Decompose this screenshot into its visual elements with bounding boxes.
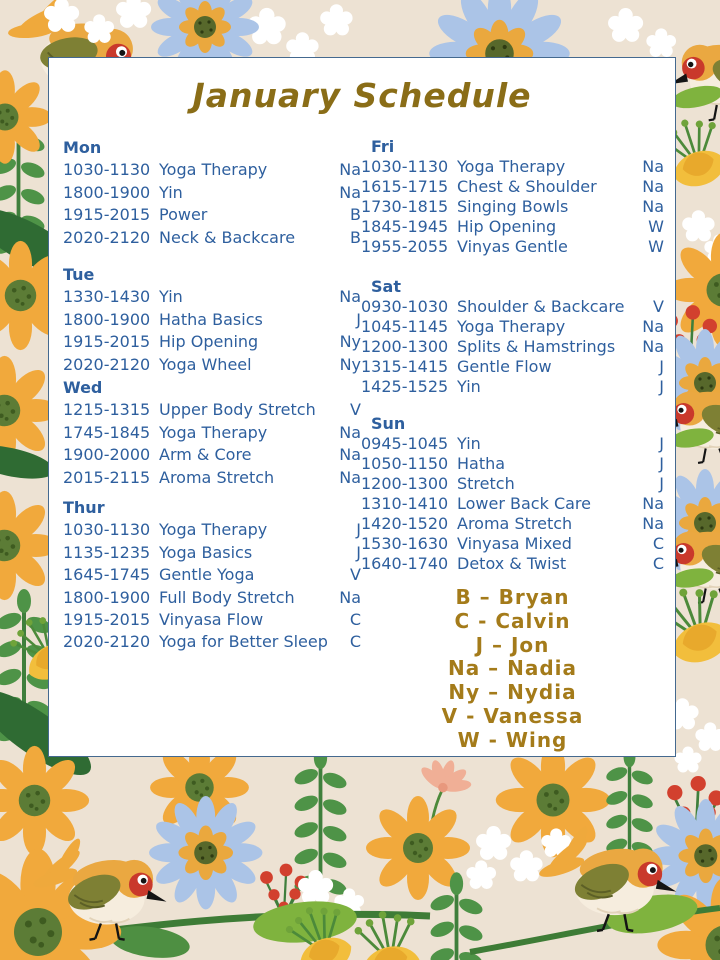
class-name: Full Body Stretch	[159, 587, 295, 607]
class-row	[361, 157, 664, 177]
class-time: 1050-1150	[361, 454, 449, 473]
class-name: Singing Bowls	[457, 197, 569, 216]
instructor-code: Na	[339, 445, 361, 465]
class-name: Yoga Therapy	[159, 422, 268, 442]
class-name: Upper Body Stretch	[159, 400, 316, 420]
day-header: Tue	[63, 265, 95, 284]
instructor-code: J	[659, 474, 664, 493]
class-name: Yoga Therapy	[457, 157, 566, 176]
class-time: 2020-2120	[63, 227, 151, 247]
class-name: Gentle Flow	[457, 357, 552, 376]
class-name: Vinyas Gentle	[457, 237, 568, 256]
class-time: 1955-2055	[361, 237, 449, 256]
day-header: Fri	[371, 137, 395, 156]
day-header: Wed	[63, 378, 103, 397]
instructor-code: Na	[339, 467, 361, 487]
class-time: 1215-1315	[63, 400, 151, 420]
class-time: 1200-1300	[361, 337, 449, 356]
class-name: Power	[159, 205, 208, 225]
class-row	[63, 467, 361, 489]
class-row	[63, 227, 361, 249]
instructor-code: B	[350, 205, 361, 225]
class-row	[63, 399, 361, 421]
instructor-code: J	[659, 357, 664, 376]
day-block-fri	[361, 137, 664, 257]
class-row	[361, 434, 664, 454]
class-name: Hip Opening	[159, 332, 259, 352]
legend-item: V - Vanessa	[441, 703, 584, 728]
class-time: 0930-1030	[361, 297, 449, 316]
instructor-code: C	[349, 632, 361, 652]
class-row	[361, 337, 664, 357]
class-name: Lower Back Care	[457, 494, 591, 513]
instructor-code: Na	[339, 422, 361, 442]
class-row	[63, 519, 361, 541]
class-name: Chest & Shoulder	[457, 177, 597, 196]
class-time: 1800-1900	[63, 182, 151, 202]
instructor-code: J	[659, 434, 664, 453]
class-row	[361, 494, 664, 514]
class-row	[361, 534, 664, 554]
instructor-code: C	[652, 534, 664, 553]
class-time: 1315-1415	[361, 357, 449, 376]
class-name: Yoga for Better Sleep	[159, 632, 328, 652]
class-name: Gentle Yoga	[159, 565, 255, 585]
class-name: Hatha	[457, 454, 506, 473]
instructor-code: Na	[642, 317, 664, 336]
class-row	[361, 177, 664, 197]
class-name: Yoga Therapy	[159, 520, 268, 540]
instructor-code: Na	[339, 587, 361, 607]
class-time: 1800-1900	[63, 587, 151, 607]
class-name: Vinyasa Flow	[159, 609, 264, 629]
instructor-legend	[361, 586, 664, 753]
class-name: Arm & Core	[159, 445, 252, 465]
class-row	[63, 587, 361, 609]
instructor-code: J	[659, 454, 664, 473]
class-time: 1645-1745	[63, 565, 151, 585]
day-block-sun	[361, 414, 664, 574]
class-row	[361, 454, 664, 474]
class-row	[63, 609, 361, 631]
class-row	[63, 286, 361, 308]
day-block-sat	[361, 277, 664, 397]
instructor-code: B	[350, 227, 361, 247]
instructor-code: C	[652, 554, 664, 573]
legend-item: B – Bryan	[455, 585, 570, 609]
class-name: Yoga Wheel	[159, 354, 252, 374]
class-row	[63, 331, 361, 353]
class-time: 1135-1235	[63, 542, 151, 562]
class-time: 1730-1815	[361, 197, 449, 216]
page-title: January Schedule	[192, 76, 532, 115]
class-row	[63, 354, 361, 376]
class-time: 1615-1715	[361, 177, 449, 196]
class-row	[63, 182, 361, 204]
class-name: Neck & Backcare	[159, 227, 296, 247]
class-time: 1530-1630	[361, 534, 449, 553]
class-time: 1045-1145	[361, 317, 449, 336]
day-block-wed	[63, 377, 361, 489]
instructor-code: Na	[642, 177, 664, 196]
instructor-code: C	[349, 609, 361, 629]
class-row	[361, 197, 664, 217]
class-row	[361, 514, 664, 534]
schedule-card	[48, 57, 676, 757]
class-time: 1640-1740	[361, 554, 449, 573]
class-row	[361, 554, 664, 574]
class-name: Yin	[457, 377, 481, 396]
class-name: Detox & Twist	[457, 554, 567, 573]
day-block-thur	[63, 497, 361, 654]
instructor-code: J	[356, 309, 361, 329]
class-time: 0945-1045	[361, 434, 449, 453]
instructor-code: Na	[642, 197, 664, 216]
class-row	[63, 631, 361, 653]
class-name: Shoulder & Backcare	[457, 297, 625, 316]
instructor-code: Na	[642, 157, 664, 176]
class-row	[63, 309, 361, 331]
class-time: 2020-2120	[63, 354, 151, 374]
instructor-code: Na	[642, 337, 664, 356]
class-time: 1330-1430	[63, 287, 151, 307]
instructor-code: Ny	[339, 332, 361, 352]
legend-item: W - Wing	[457, 727, 568, 752]
instructor-code: V	[350, 400, 361, 420]
class-time: 1420-1520	[361, 514, 449, 533]
instructor-code: Na	[339, 182, 361, 202]
class-time: 2015-2115	[63, 467, 151, 487]
instructor-code: Na	[642, 514, 664, 533]
instructor-code: Ny	[339, 354, 361, 374]
day-header: Mon	[63, 138, 102, 157]
class-name: Splits & Hamstrings	[457, 337, 616, 356]
class-name: Hatha Basics	[159, 309, 263, 329]
instructor-code: V	[350, 565, 361, 585]
class-name: Hip Opening	[457, 217, 557, 236]
instructor-code: Na	[339, 287, 361, 307]
class-row	[361, 237, 664, 257]
class-name: Yoga Basics	[159, 542, 253, 562]
legend-item: J – Jon	[475, 632, 550, 657]
class-time: 1030-1130	[361, 157, 449, 176]
class-row	[361, 377, 664, 397]
class-time: 1745-1845	[63, 422, 151, 442]
class-time: 1915-2015	[63, 332, 151, 352]
day-block-mon	[63, 137, 361, 249]
class-row	[63, 444, 361, 466]
class-name: Vinyasa Mixed	[457, 534, 572, 553]
instructor-code: V	[653, 297, 664, 316]
day-header: Thur	[63, 498, 105, 517]
class-name: Yin	[457, 434, 481, 453]
class-name: Yin	[159, 182, 183, 202]
class-time: 1915-2015	[63, 205, 151, 225]
class-row	[361, 317, 664, 337]
class-row	[361, 297, 664, 317]
class-name: Yin	[159, 287, 183, 307]
legend-item: Ny – Nydia	[448, 680, 577, 705]
class-time: 1030-1130	[63, 160, 151, 180]
legend-item: C - Calvin	[454, 608, 571, 633]
class-row	[63, 204, 361, 226]
class-time: 1200-1300	[361, 474, 449, 493]
class-name: Yoga Therapy	[159, 160, 268, 180]
class-time: 2020-2120	[63, 632, 151, 652]
legend-item: Na – Nadia	[447, 656, 578, 681]
class-time: 1425-1525	[361, 377, 449, 396]
class-row	[361, 217, 664, 237]
day-block-tue	[63, 264, 361, 376]
instructor-code: J	[356, 520, 361, 540]
class-time: 1845-1945	[361, 217, 449, 236]
class-name: Stretch	[457, 474, 515, 493]
class-time: 1915-2015	[63, 609, 151, 629]
instructor-code: J	[659, 377, 664, 396]
class-name: Yoga Therapy	[457, 317, 566, 336]
day-header: Sun	[371, 414, 406, 433]
instructor-code: Na	[642, 494, 664, 513]
class-row	[63, 159, 361, 181]
class-time: 1900-2000	[63, 445, 151, 465]
class-time: 1800-1900	[63, 309, 151, 329]
class-row	[361, 357, 664, 377]
day-header: Sat	[371, 277, 401, 296]
instructor-code: W	[648, 237, 664, 256]
class-name: Aroma Stretch	[159, 467, 275, 487]
instructor-code: J	[356, 542, 361, 562]
class-row	[63, 422, 361, 444]
instructor-code: Na	[339, 160, 361, 180]
class-time: 1030-1130	[63, 520, 151, 540]
class-time: 1310-1410	[361, 494, 449, 513]
class-row	[63, 542, 361, 564]
class-row	[63, 564, 361, 586]
class-name: Aroma Stretch	[457, 514, 573, 533]
instructor-code: W	[648, 217, 664, 236]
class-row	[361, 474, 664, 494]
